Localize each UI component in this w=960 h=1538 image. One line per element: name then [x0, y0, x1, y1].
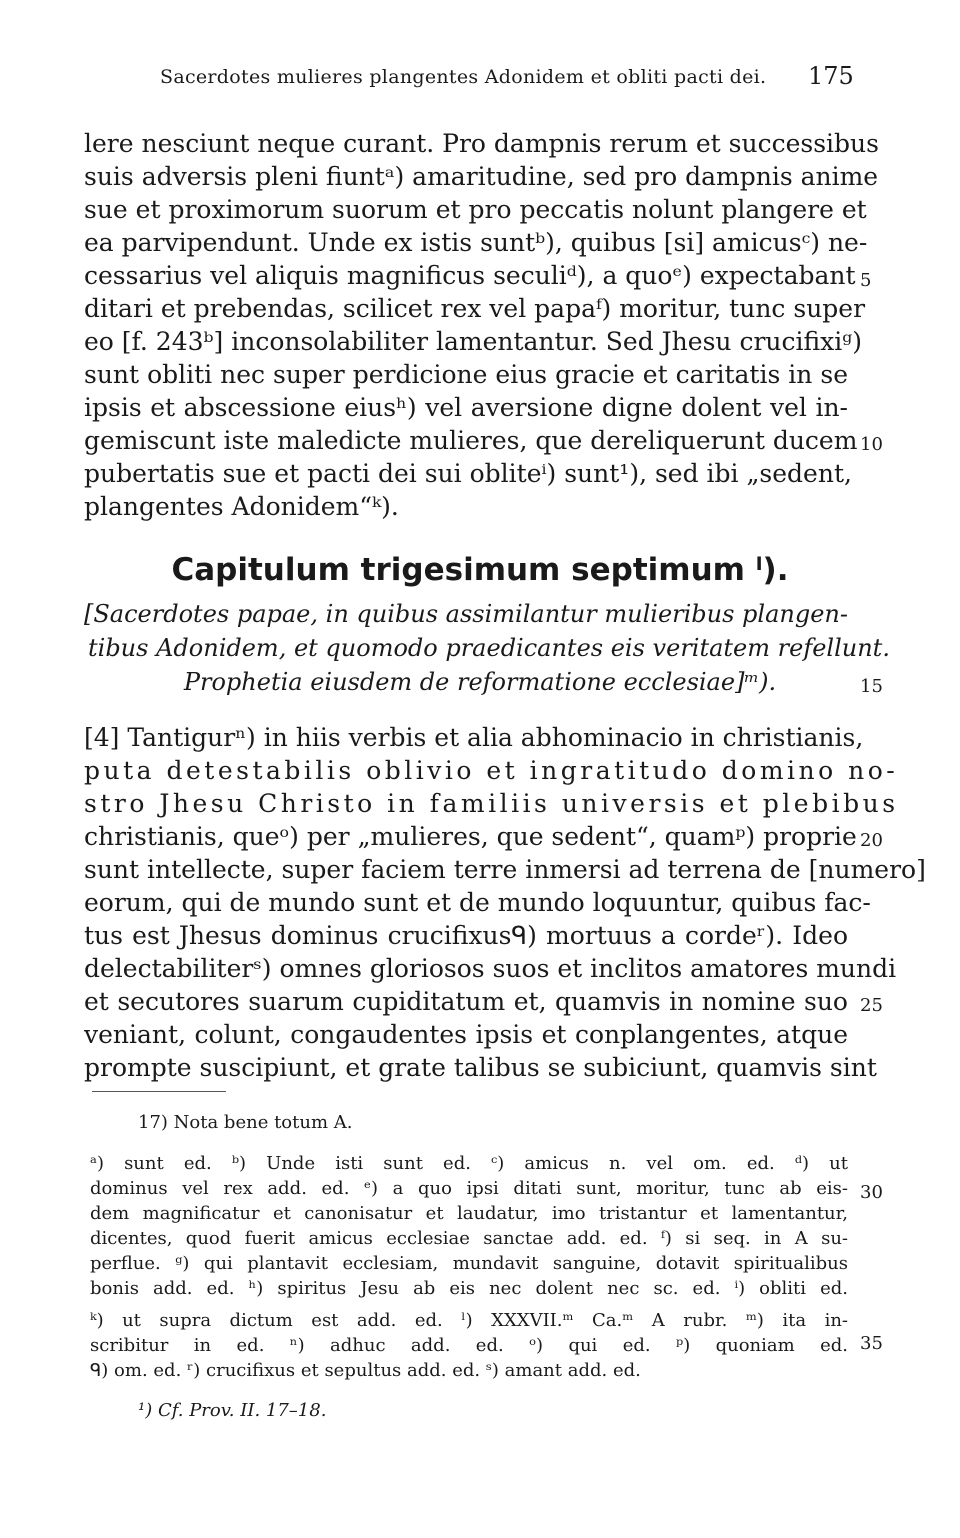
footnote-line: ᑫ) om. ed. ʳ) crucifixus et sepultus add. ed. ˢ) amant add. ed.	[90, 1360, 641, 1381]
body-line: suis adversis pleni fiuntᵃ) amaritudine, sed pro dampnis anime	[84, 162, 879, 191]
body-line: sunt obliti nec super perdicione eius gracie et caritatis in se	[84, 360, 848, 389]
body-line: ditari et prebendas, scilicet rex vel papaᶠ) moritur, tunc super	[84, 294, 866, 323]
footnote-line: ᵃ) sunt ed. ᵇ) Unde isti sunt ed. ᶜ) amicus n. vel om. ed. ᵈ) ut	[90, 1153, 848, 1174]
body-line: et secutores suarum cupiditatum et, quamvis in nomine suo	[84, 987, 848, 1016]
body-line: christianis, queᵒ) per „mulieres, que sedent“, quamᵖ) proprie	[84, 822, 857, 851]
footnote-source: 17) Nota bene totum A.	[138, 1112, 353, 1133]
page-number: 175	[808, 62, 854, 90]
body-line: gemiscunt iste maledicte mulieres, que dereliquerunt ducem	[84, 426, 858, 455]
body-line: cessarius vel aliquis magnificus seculiᵈ), a quoᵉ) expectabant	[84, 261, 856, 290]
body-line: tus est Jhesus dominus crucifixusᑫ) mortuus a cordeʳ). Ideo	[84, 921, 848, 950]
body-line: veniant, colunt, congaudentes ipsis et conplangentes, atque	[84, 1020, 848, 1049]
chapter-summary-line: tibus Adonidem, et quomodo praedicantes eis veritatem refellunt.	[88, 634, 890, 662]
body-line: delectabiliterˢ) omnes gloriosos suos et inclitos amatores mundi	[84, 954, 897, 983]
footnote-line: ᵏ) ut supra dictum est add. ed. ˡ) XXXVII.ᵐ Ca.ᵐ A rubr. ᵐ) ita in-	[90, 1310, 848, 1331]
footnote-line: dicentes, quod fuerit amicus ecclesiae sanctae add. ed. ᶠ) si seq. in A su-	[90, 1228, 848, 1249]
body-line: ea parvipendunt. Unde ex istis suntᵇ), quibus [si] amicusᶜ) ne-	[84, 228, 868, 257]
footnote-line: scribitur in ed. ⁿ) adhuc add. ed. ᵒ) qui ed. ᵖ) quoniam ed.	[90, 1335, 848, 1356]
margin-line-number: 10	[860, 434, 883, 455]
body-line: eo [f. 243ᵇ] inconsolabiliter lamentantur. Sed Jhesu crucifixiᵍ)	[84, 327, 863, 356]
footnote-rule	[92, 1091, 226, 1092]
body-line: pubertatis sue et pacti dei sui obliteⁱ) sunt¹), sed ibi „sedent,	[84, 459, 852, 488]
body-line: sue et proximorum suorum et pro peccatis nolunt plangere et	[84, 195, 867, 224]
body-line: ipsis et abscessione eiusʰ) vel aversione digne dolent vel in-	[84, 393, 848, 422]
margin-line-number: 30	[860, 1182, 883, 1203]
body-line: stro Jhesu Christo in familiis universis et plebibus	[84, 789, 899, 818]
body-line: eorum, qui de mundo sunt et de mundo loquuntur, quibus fac-	[84, 888, 871, 917]
body-line: [4] Tantigurⁿ) in hiis verbis et alia abhominacio in christianis,	[84, 723, 864, 752]
footnote-line: dem magnificatur et canonisatur et laudatur, imo tristantur et lamentantur,	[90, 1203, 848, 1224]
body-line: puta detestabilis oblivio et ingratitudo domino no-	[84, 756, 899, 785]
margin-line-number: 25	[860, 995, 883, 1016]
chapter-summary-line: Prophetia eiusdem de reformatione ecclesiae]ᵐ).	[183, 668, 777, 696]
body-line: lere nesciunt neque curant. Pro dampnis rerum et successibus	[84, 129, 879, 158]
body-line: plangentes Adonidem“ᵏ).	[84, 492, 399, 521]
footnote-reference: ¹) Cf. Prov. II. 17–18.	[138, 1400, 327, 1421]
footnote-line: bonis add. ed. ʰ) spiritus Jesu ab eis nec dolent nec sc. ed. ⁱ) obliti ed.	[90, 1278, 848, 1299]
chapter-title: Capitulum trigesimum septimum ˡ).	[171, 552, 789, 588]
body-line: sunt intellecte, super faciem terre inmersi ad terrena de [numero]	[84, 855, 926, 884]
margin-line-number: 35	[860, 1333, 883, 1354]
footnote-line: perflue. ᵍ) qui plantavit ecclesiam, mundavit sanguine, dotavit spiritualibus	[90, 1253, 848, 1274]
chapter-summary-line: [Sacerdotes papae, in quibus assimilantur mulieribus plangen-	[84, 600, 848, 628]
margin-line-number: 15	[860, 676, 883, 697]
body-line: prompte suscipiunt, et grate talibus se subiciunt, quamvis sint	[84, 1053, 877, 1082]
margin-line-number: 5	[860, 270, 872, 291]
running-title: Sacerdotes mulieres plangentes Adonidem et obliti pacti dei.	[160, 66, 767, 88]
margin-line-number: 20	[860, 830, 883, 851]
footnote-line: dominus vel rex add. ed. ᵉ) a quo ipsi ditati sunt, moritur, tunc ab eis-	[90, 1178, 848, 1199]
